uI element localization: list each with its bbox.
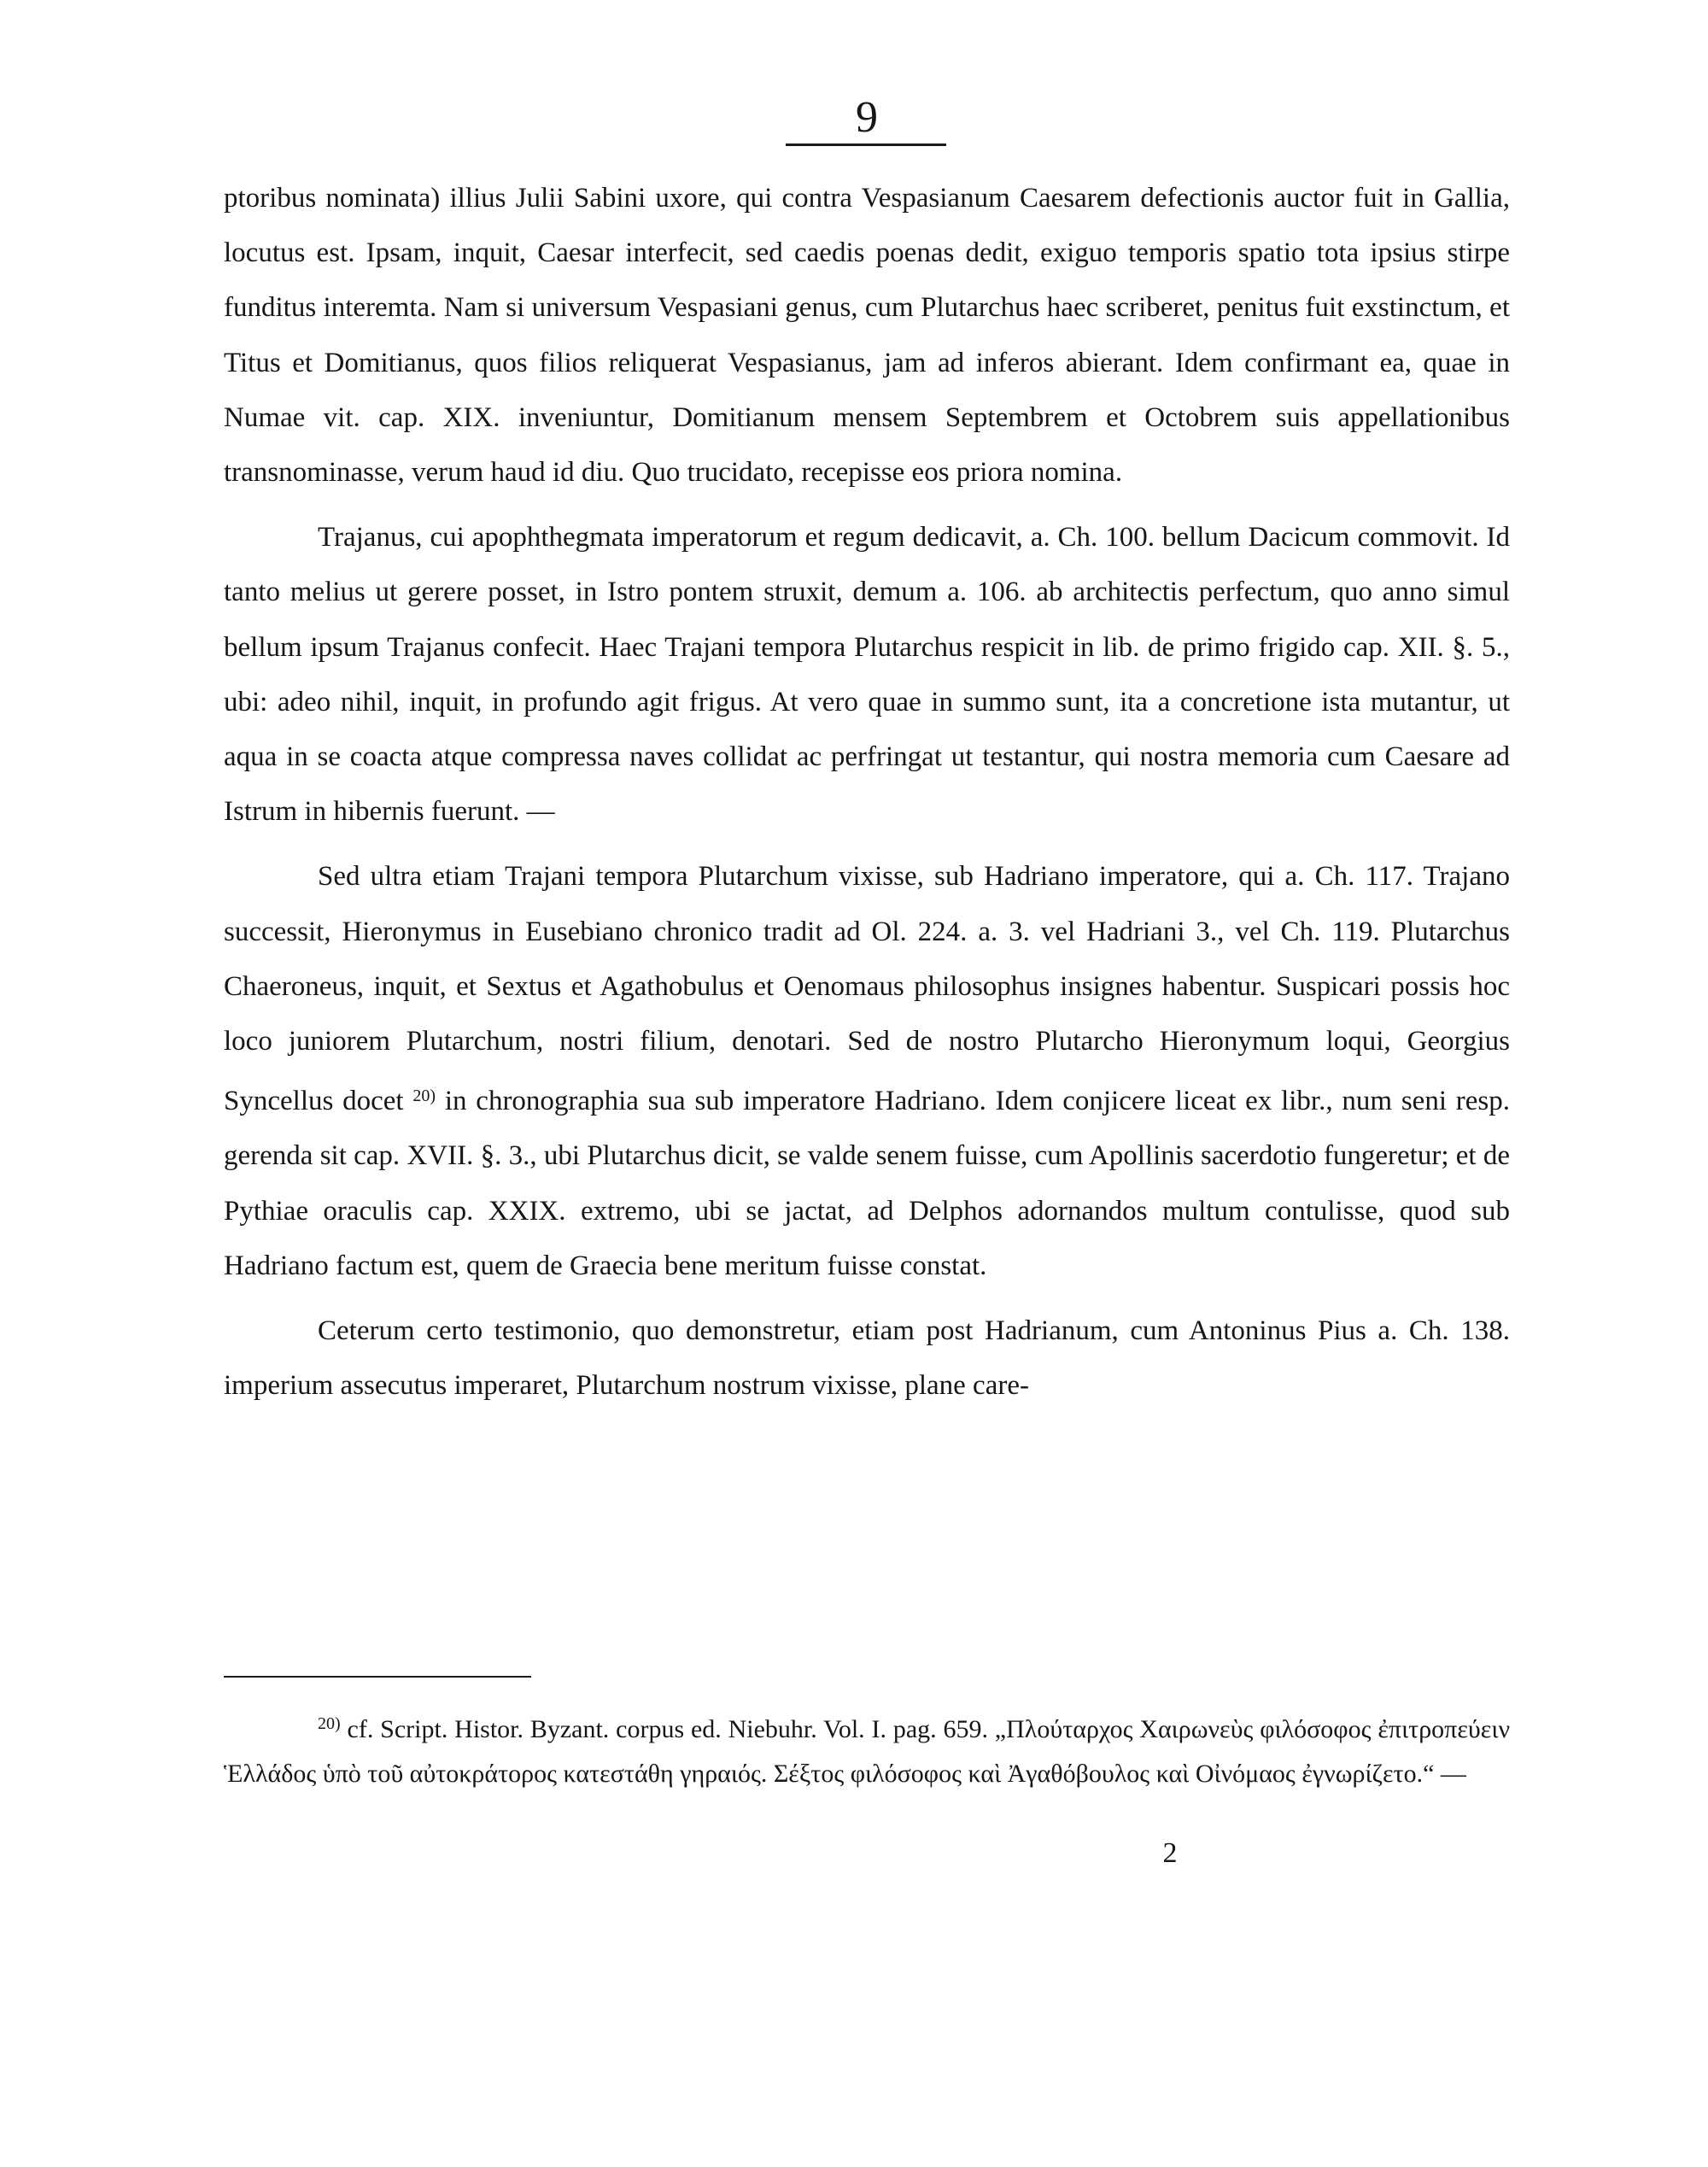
header-rule — [786, 143, 946, 146]
paragraph-1: ptoribus nominata) illius Julii Sabini uxore, qui contra Vespasianum Caesarem defectionis auctor fuit in Gallia, locutus est. Ipsam, inquit, Caesar interfecit, sed caedis poenas dedit, exiguo temporis spatio tota ipsius stirpe funditus interemta. Nam si universum Vespasiani genus, cum Plutarchus haec scriberet, penitus fuit exstinctum, et Titus et Domitianus, quos filios reliquerat Vespasianus, jam ad inferos abierant. Idem confirmant ea, quae in Numae vit. cap. XIX. inveniuntur, Domitianum mensem Septembrem et Octobrem suis appellationibus transnominasse, verum haud id diu. Quo trucidato, recepisse eos priora nomina. — [224, 183, 1510, 489]
paragraph-3 — [224, 849, 1510, 1293]
footnote — [224, 1701, 1510, 1796]
footnote-reference: 20) — [412, 1086, 436, 1106]
paragraph-4: Ceterum certo testimonio, quo demonstretur, etiam post Hadrianum, cum Antoninus Pius a. Ch. 138. imperium assecutus imperaret, Plutarchum nostrum vixisse, plane care- — [224, 1315, 1510, 1402]
page-number: 9 — [856, 93, 878, 142]
footnote-text: cf. Script. Histor. Byzant. corpus ed. Niebuhr. Vol. I. pag. 659. „Πλούταρχος Χαιρωνεὺς φιλόσοφος ἐπιτροπεύειν Ἑλλάδος ὑπὸ τοῦ αὐτοκράτορος κατεστάθη γηραιός. Σέξτος φιλόσοφος καὶ Ἀγαθόβουλος καὶ Οἰνόμαος ἐγνωρίζετο.“ — — [224, 1715, 1511, 1788]
main-text — [224, 171, 1510, 1413]
footnote-rule — [224, 1676, 531, 1678]
paragraph-3-part-1: Sed ultra etiam Trajani tempora Plutarchum vixisse, sub Hadriano imperatore, qui a. Ch. 117. Trajano successit, Hieronymus in Eusebiano chronico tradit ad Ol. 224. a. 3. vel Hadriani 3., vel Ch. 119. Plutarchus Chaeroneus, inquit, et Sextus et Agathobulus et Oenomaus philosophus insignes habentur. Suspicari possis hoc loco juniorem Plutarchum, nostri filium, denotari. Sed de nostro Plutarcho Hieronymum loqui, Georgius Syncellus docet — [224, 861, 1510, 1117]
paragraph-2: Trajanus, cui apophthegmata imperatorum et regum dedicavit, a. Ch. 100. bellum Dacicum commovit. Id tanto melius ut gerere posset, in Istro pontem struxit, demum a. 106. ab architectis perfectum, quo anno simul bellum ipsum Trajanus confecit. Haec Trajani tempora Plutarchus respicit in lib. de primo frigido cap. XII. §. 5., ubi: adeo nihil, inquit, in profundo agit frigus. At vero quae in summo sunt, ita a concretione ista mutantur, ut aqua in se coacta atque compressa naves collidat ac perfringat ut testantur, qui nostra memoria cum Caesare ad Istrum in hibernis fuerunt. — — [224, 522, 1510, 828]
signature-mark: 2 — [1162, 1837, 1178, 1869]
paragraph-3-part-2: in chronographia sua sub imperatore Hadriano. Idem conjicere liceat ex libr., num seni resp. gerenda sit cap. XVII. §. 3., ubi Plutarchus dicit, se valde senem fuisse, cum Apollinis sacerdotio fungeretur; et de Pythiae oraculis cap. XXIX. extremo, ubi se jactat, ad Delphos adornandos multum contulisse, quod sub Hadriano factum est, quem de Graecia bene meritum fuisse constat. — [224, 1086, 1511, 1281]
footnote-marker: 20) — [318, 1714, 341, 1733]
